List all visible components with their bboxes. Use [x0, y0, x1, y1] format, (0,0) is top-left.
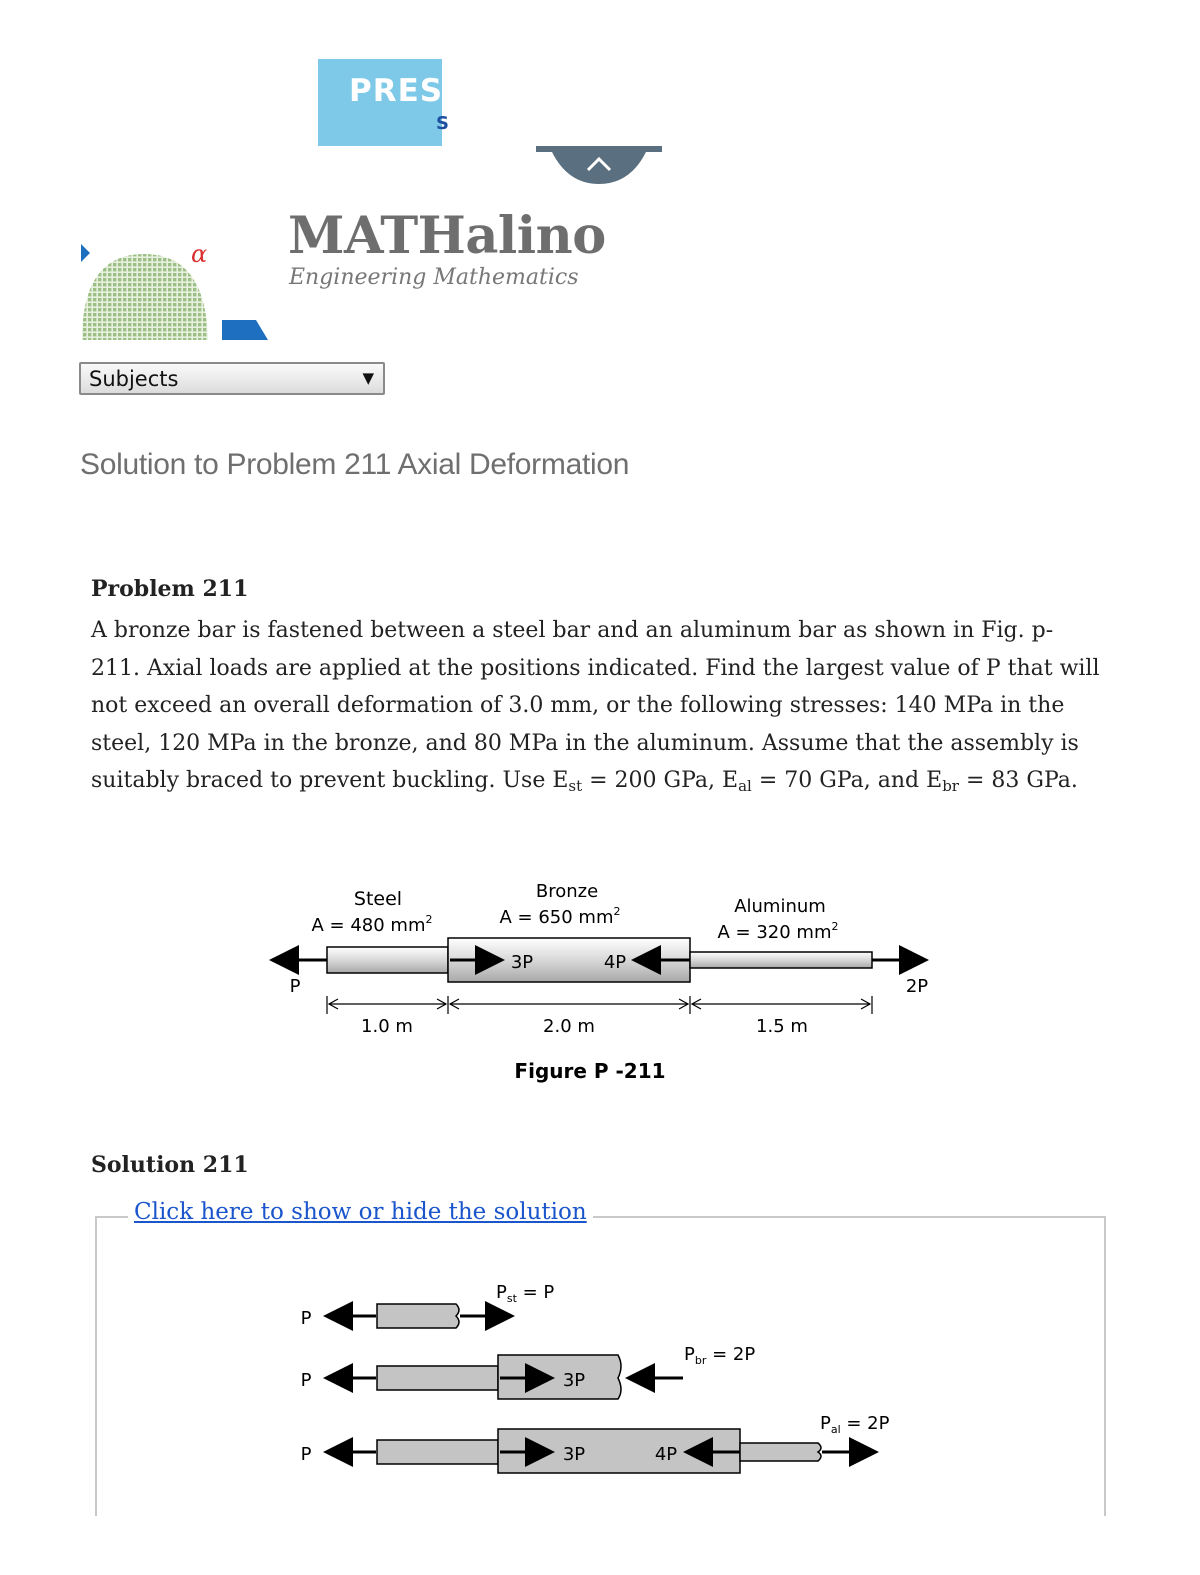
fbd2-steel-bar — [377, 1366, 498, 1390]
solution-heading: Solution 211 — [91, 1152, 249, 1178]
solution-fbd-figure — [290, 1272, 910, 1512]
fbd3-p-label: P — [300, 1444, 312, 1465]
site-logo[interactable] — [78, 228, 273, 342]
pst-label: $P_{st} = P$ — [496, 1282, 555, 1305]
load-4p-label: 4P — [603, 952, 627, 973]
dome-icon — [82, 254, 208, 340]
pbr-label: $P_{br} = 2P$ — [684, 1344, 756, 1367]
steel-area: A = 480 $mm^2$ — [311, 913, 433, 936]
length-bronze: 2.0 m — [543, 1016, 595, 1037]
aluminum-bar — [690, 952, 872, 968]
fbd1-p-label: P — [300, 1308, 312, 1329]
subjects-select[interactable] — [79, 362, 385, 395]
bronze-area: A = 650 $mm^2$ — [499, 905, 621, 928]
figure-p211 — [262, 876, 942, 1096]
page-title: Solution to Problem 211 Axial Deformation — [80, 448, 630, 481]
fbd2-p-label: P — [300, 1370, 312, 1391]
alpha-glyph: α — [191, 240, 208, 268]
load-2p-label: 2P — [905, 976, 929, 997]
aluminum-label: Aluminum — [734, 896, 826, 917]
scroll-to-top-button[interactable] — [536, 146, 662, 186]
blue-block-icon — [222, 320, 268, 340]
subjects-select-value: Subjects — [89, 367, 179, 391]
problem-heading: Problem 211 — [91, 576, 249, 602]
length-steel: 1.0 m — [361, 1016, 413, 1037]
fbd3-4p-label: 4P — [654, 1444, 678, 1465]
subscript-al: al — [738, 777, 752, 796]
ad-text: PRES — [349, 73, 444, 109]
subscript-st: st — [568, 777, 583, 796]
fbd3-3p-label: 3P — [562, 1444, 586, 1465]
aluminum-area: A = 320 $mm^2$ — [717, 920, 839, 943]
figure-caption: Figure P -211 — [514, 1059, 666, 1083]
blue-triangle-icon — [81, 244, 90, 262]
toggle-solution-link[interactable]: Click here to show or hide the solution — [128, 1199, 593, 1225]
bronze-label: Bronze — [535, 881, 599, 902]
length-aluminum: 1.5 m — [756, 1016, 808, 1037]
steel-label: Steel — [353, 888, 403, 910]
ad-banner[interactable] — [318, 59, 449, 146]
fbd3-aluminum-bar — [740, 1443, 821, 1461]
dropdown-arrow-icon: ▼ — [362, 369, 374, 387]
problem-statement: A bronze bar is fastened between a steel bar and an aluminum bar as shown in Fig. p-211. Axial loads are applied at the positions indicated. Find the largest value of P that will not exceed an overall deformation of 3.0 mm, or the following stresses: 140 MPa in the steel, 120 MPa in the bronze, and 80 MPa in the aluminum. Assume that the assembly is suitably braced to prevent buckling. Use $E_{st} = 200$ GPa, $E_{al} = 70$ GPa, and $E_{br} = 83$ GPa. — [91, 618, 1100, 796]
site-slogan: Engineering Mathematics — [289, 265, 579, 290]
site-title[interactable]: MATHalino — [288, 206, 606, 266]
fbd1-steel-bar — [377, 1304, 459, 1328]
subscript-br: br — [942, 777, 959, 796]
fbd2-3p-label: 3P — [562, 1370, 586, 1391]
pal-label: $P_{al} = 2P$ — [820, 1413, 890, 1436]
ad-text-2: S — [436, 113, 449, 134]
steel-bar — [327, 947, 448, 973]
load-3p-label: 3P — [510, 952, 534, 973]
load-p-label: P — [289, 976, 301, 997]
fbd3-steel-bar — [377, 1440, 498, 1464]
